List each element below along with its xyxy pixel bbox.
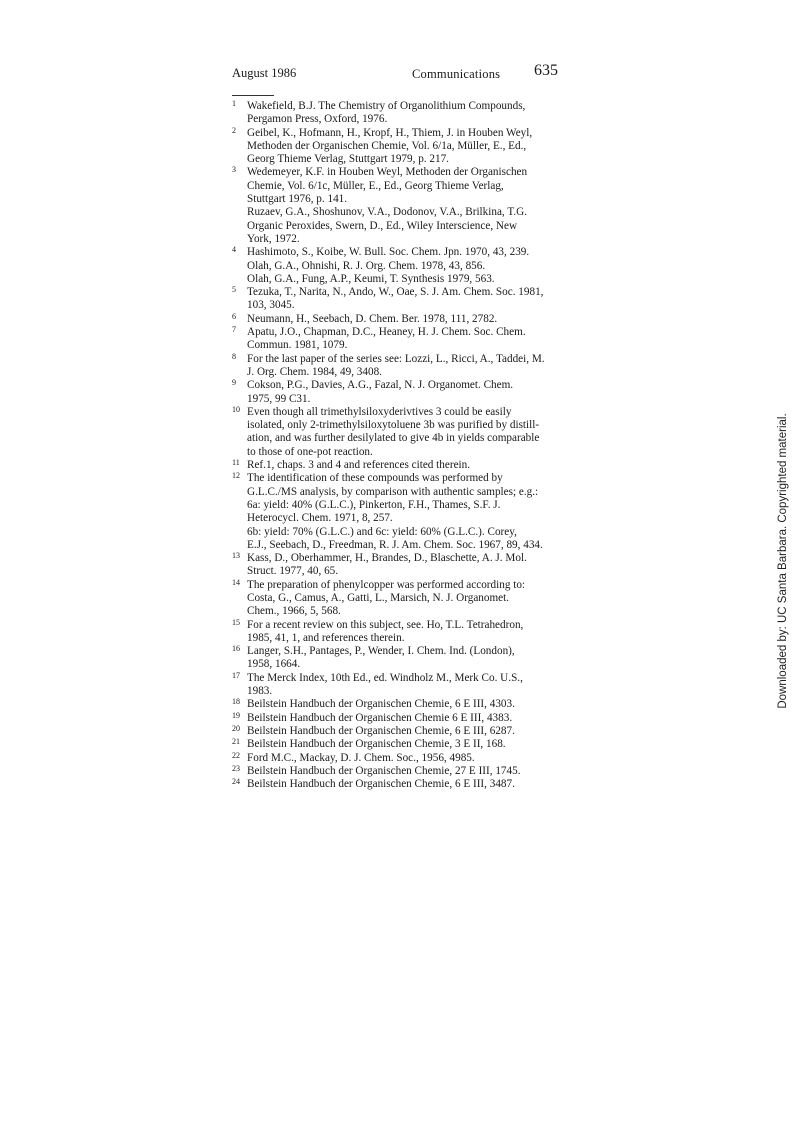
reference-text-line: ation, and was further desilylated to give 4b in yields comparable [247,432,540,445]
reference-text-line: Stuttgart 1976, p. 141. [247,193,348,206]
reference-text-line: isolated, only 2-trimethylsiloxytoluene 3b was purified by distill- [247,419,540,432]
reference-text-line: Chemie, Vol. 6/1c, Müller, E., Ed., Georg Thieme Verlag, [247,179,504,192]
reference-item [232,472,562,552]
reference-number: 13 [232,551,240,561]
reference-item [232,286,562,313]
reference-number: 18 [232,697,240,707]
reference-text-line: Commun. 1981, 1079. [247,339,348,352]
reference-text-line: Tezuka, T., Narita, N., Ando, W., Oae, S. J. Am. Chem. Soc. 1981, [247,286,544,299]
reference-number: 10 [232,404,240,414]
reference-item [232,579,562,619]
reference-text-line: Olah, G.A., Fung, A.P., Keumi, T. Synthesis 1979, 563. [247,272,495,285]
reference-text-line: The Merck Index, 10th Ed., ed. Windholz M., Merk Co. U.S., [247,671,523,684]
reference-item [232,459,562,472]
page-number: 635 [534,62,558,79]
reference-item [232,353,562,380]
reference-text-line: Ford M.C., Mackay, D. J. Chem. Soc., 1956, 4985. [247,751,475,764]
reference-item [232,698,562,711]
reference-text-line: For the last paper of the series see: Lozzi, L., Ricci, A., Taddei, M. [247,352,545,365]
reference-text-line: Geibel, K., Hofmann, H., Kropf, H., Thiem, J. in Houben Weyl, [247,126,533,139]
reference-number: 16 [232,644,240,654]
reference-text-line: 103, 3045. [247,299,295,312]
reference-number: 24 [232,777,240,787]
reference-text-line: Cokson, P.G., Davies, A.G., Fazal, N. J. Organomet. Chem. [247,379,514,392]
reference-text-line: York, 1972. [247,232,300,245]
reference-item [232,313,562,326]
reference-item [232,552,562,579]
reference-number: 2 [232,125,236,135]
reference-text-line: 1983. [247,685,273,698]
download-watermark: Downloaded by: UC Santa Barbara. Copyrighted material. [777,413,789,709]
reference-text-line: Georg Thieme Verlag, Stuttgart 1979, p. 217. [247,153,449,166]
reference-number: 9 [232,378,236,388]
reference-text-line: The identification of these compounds was performed by [247,472,503,485]
reference-text-line: Even though all trimethylsiloxyderivtives 3 could be easily [247,405,512,418]
reference-number: 5 [232,285,236,295]
reference-number: 22 [232,750,240,760]
reference-text-line: Costa, G., Camus, A., Gatti, L., Marsich, N. J. Organomet. [247,591,510,604]
reference-text-line: Struct. 1977, 40, 65. [247,565,339,578]
reference-text-line: Olah, G.A., Ohnishi, R. J. Org. Chem. 1978, 43, 856. [247,259,486,272]
section-title: Communications [412,67,501,81]
reference-number: 11 [232,458,240,468]
reference-item [232,127,562,167]
reference-number: 1 [232,99,236,108]
reference-text-line: The preparation of phenylcopper was performed according to: [247,578,526,591]
reference-item [232,645,562,672]
reference-text-line: Wedemeyer, K.F. in Houben Weyl, Methoden der Organischen [247,166,528,179]
reference-item [232,406,562,459]
reference-text-line: 1958, 1664. [247,658,301,671]
reference-text-line: Kass, D., Oberhammer, H., Brandes, D., Blaschette, A. J. Mol. [247,552,527,565]
reference-text-line: Heterocycl. Chem. 1971, 8, 257. [247,512,393,525]
reference-number: 17 [232,670,240,680]
reference-item [232,752,562,765]
reference-text-line: Pergamon Press, Oxford, 1976. [247,113,388,126]
reference-item [232,619,562,646]
reference-number: 23 [232,763,240,773]
reference-text-line: Neumann, H., Seebach, D. Chem. Ber. 1978, 111, 2782. [247,312,498,325]
reference-number: 4 [232,245,236,255]
reference-text-line: For a recent review on this subject, see. Ho, T.L. Tetrahedron, [247,618,524,631]
reference-text-line: Apatu, J.O., Chapman, D.C., Heaney, H. J. Chem. Soc. Chem. [247,326,526,339]
running-header [232,62,562,84]
reference-number: 20 [232,723,240,733]
reference-number: 19 [232,710,240,720]
reference-text-line: E.J., Seebach, D., Freedman, R. J. Am. Chem. Soc. 1967, 89, 434. [247,538,543,551]
reference-text-line: Ref.1, chaps. 3 and 4 and references cited therein. [247,459,471,472]
issue-date: August 1986 [232,66,297,80]
reference-item [232,100,562,127]
reference-text-line: G.L.C./MS analysis, by comparison with authentic samples; e.g.: [247,485,539,498]
reference-item [232,738,562,751]
reference-text-line: J. Org. Chem. 1984, 49, 3408. [247,365,382,378]
reference-item [232,778,562,791]
reference-text-line: Methoden der Organischen Chemie, Vol. 6/1a, Müller, E., Ed., [247,139,527,152]
reference-number: 8 [232,351,236,361]
reference-text-line: 1975, 99 C31. [247,392,311,405]
reference-item [232,725,562,738]
reference-text-line: Langer, S.H., Pantages, P., Wender, I. Chem. Ind. (London), [247,645,515,658]
reference-item [232,246,562,286]
reference-number: 14 [232,577,240,587]
reference-item [232,672,562,699]
reference-text-line: 1985, 41, 1, and references therein. [247,631,405,644]
reference-number: 15 [232,617,240,627]
reference-text-line: Beilstein Handbuch der Organischen Chemie, 27 E III, 1745. [247,764,521,777]
footnote-rule [232,95,274,96]
reference-text-line: Beilstein Handbuch der Organischen Chemie, 3 E II, 168. [247,738,506,751]
reference-item [232,379,562,406]
reference-text-line: Hashimoto, S., Koibe, W. Bull. Soc. Chem. Jpn. 1970, 43, 239. [247,246,530,259]
reference-text-line: Wakefield, B.J. The Chemistry of Organolithium Compounds, [247,100,526,112]
reference-text-line: Beilstein Handbuch der Organischen Chemie, 6 E III, 4303. [247,698,515,711]
reference-number: 3 [232,165,236,175]
reference-list [232,100,562,791]
reference-text-line: to those of one-pot reaction. [247,445,373,458]
reference-text-line: Chem., 1966, 5, 568. [247,605,341,618]
reference-number: 6 [232,311,236,321]
reference-text-line: 6a: yield: 40% (G.L.C.), Pinkerton, F.H., Thames, S.F. J. [247,498,501,511]
reference-text-line: Beilstein Handbuch der Organischen Chemie 6 E III, 4383. [247,711,513,724]
reference-item [232,712,562,725]
reference-number: 12 [232,471,240,481]
reference-text-line: Ruzaev, G.A., Shoshunov, V.A., Dodonov, V.A., Brilkina, T.G. [247,206,527,219]
reference-text-line: Beilstein Handbuch der Organischen Chemie, 6 E III, 3487. [247,778,515,791]
reference-text-line: Beilstein Handbuch der Organischen Chemie, 6 E III, 6287. [247,724,515,737]
reference-item [232,765,562,778]
reference-number: 21 [232,737,240,747]
reference-item [232,326,562,353]
reference-number: 7 [232,325,236,335]
reference-text-line: Organic Peroxides, Swern, D., Ed., Wiley Interscience, New [247,219,518,232]
reference-text-line: 6b: yield: 70% (G.L.C.) and 6c: yield: 60% (G.L.C.). Corey, [247,525,517,538]
reference-item [232,166,562,246]
